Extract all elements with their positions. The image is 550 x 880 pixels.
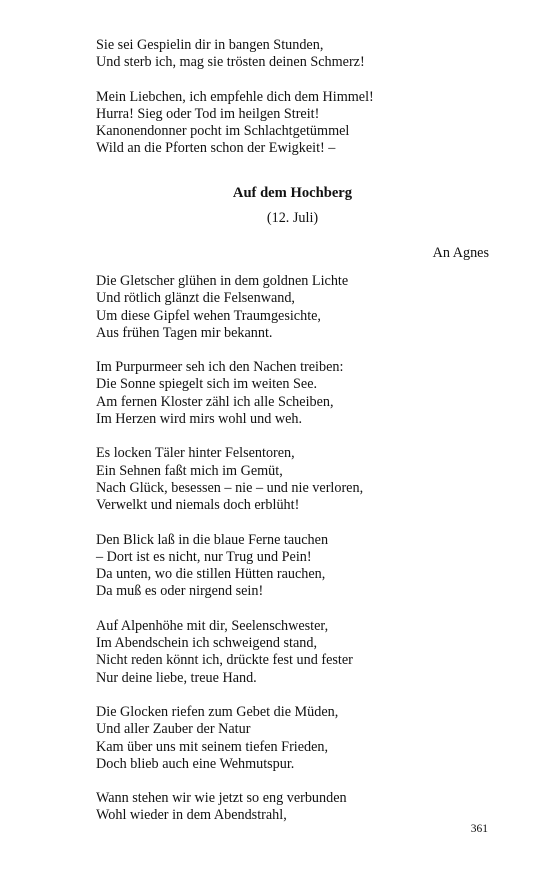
verse-line: Im Abendschein ich schweigend stand, bbox=[96, 635, 318, 652]
verse-line: Wohl wieder in dem Abendstrahl, bbox=[96, 807, 287, 824]
verse-line: Kam über uns mit seinem tiefen Frieden, bbox=[96, 738, 329, 755]
stanza bbox=[96, 89, 496, 158]
verse-line: Auf Alpenhöhe mit dir, Seelenschwester, bbox=[96, 617, 329, 634]
verse-line: Um diese Gipfel wehen Traumgesichte, bbox=[96, 307, 321, 324]
verse-line: Sie sei Gespielin dir in bangen Stunden, bbox=[96, 37, 324, 53]
verse-line: Nur deine liebe, treue Hand. bbox=[96, 669, 257, 686]
verse-line: Im Herzen wird mirs wohl und weh. bbox=[96, 411, 303, 428]
stanza bbox=[96, 618, 496, 687]
verse-line: Die Gletscher glühen in dem goldnen Lichte bbox=[96, 273, 349, 289]
verse-line: Es locken Täler hinter Felsentoren, bbox=[96, 445, 295, 462]
verse-line: Und sterb ich, mag sie trösten deinen Schmerz! bbox=[96, 54, 365, 71]
preceding-poem-ending bbox=[96, 37, 496, 175]
verse-line: Nicht reden könnt ich, drückte fest und fester bbox=[96, 652, 353, 669]
verse-line: Wann stehen wir wie jetzt so eng verbunden bbox=[96, 790, 347, 807]
stanza bbox=[96, 704, 496, 773]
verse-line: Da unten, wo die stillen Hütten rauchen, bbox=[96, 566, 326, 583]
verse-line: Ein Sehnen faßt mich im Gemüt, bbox=[96, 462, 283, 479]
verse-line: Und aller Zauber der Natur bbox=[96, 721, 251, 738]
stanza bbox=[96, 532, 496, 601]
stanza bbox=[96, 445, 496, 514]
stanza bbox=[96, 359, 496, 428]
verse-line: Hurra! Sieg oder Tod im heilgen Streit! bbox=[96, 105, 320, 122]
verse-line: Die Sonne spiegelt sich im weiten See. bbox=[96, 376, 318, 393]
stanza bbox=[96, 790, 496, 825]
verse-line: Verwelkt und niemals doch erblüht! bbox=[96, 497, 300, 514]
verse-line: Kanonendonner pocht im Schlachtgetümmel bbox=[96, 123, 350, 140]
verse-line: Den Blick laß in die blaue Ferne tauchen bbox=[96, 531, 329, 548]
verse-line: Mein Liebchen, ich empfehle dich dem Himmel! bbox=[96, 88, 374, 105]
verse-line: Wild an die Pforten schon der Ewigkeit! – bbox=[96, 140, 336, 157]
verse-line: Am fernen Kloster zähl ich alle Scheiben, bbox=[96, 393, 334, 410]
poem-date: (12. Juli) bbox=[266, 210, 319, 226]
verse-line: Und rötlich glänzt die Felsenwand, bbox=[96, 290, 295, 307]
verse-line: Nach Glück, besessen – nie – und nie verloren, bbox=[96, 479, 364, 496]
poem-title: Auf dem Hochberg bbox=[232, 185, 353, 201]
poem-body bbox=[96, 273, 496, 842]
stanza bbox=[96, 37, 496, 72]
poem-dedication: An Agnes bbox=[432, 245, 489, 261]
verse-line: Doch blieb auch eine Wehmutspur. bbox=[96, 755, 295, 772]
page-number: 361 bbox=[470, 823, 488, 835]
verse-line: Aus frühen Tagen mir bekannt. bbox=[96, 324, 273, 341]
verse-line: Die Glocken riefen zum Gebet die Müden, bbox=[96, 703, 339, 720]
verse-line: – Dort ist es nicht, nur Trug und Pein! bbox=[96, 548, 312, 565]
verse-line: Da muß es oder nirgend sein! bbox=[96, 583, 264, 600]
verse-line: Im Purpurmeer seh ich den Nachen treiben: bbox=[96, 359, 344, 376]
stanza bbox=[96, 273, 496, 342]
